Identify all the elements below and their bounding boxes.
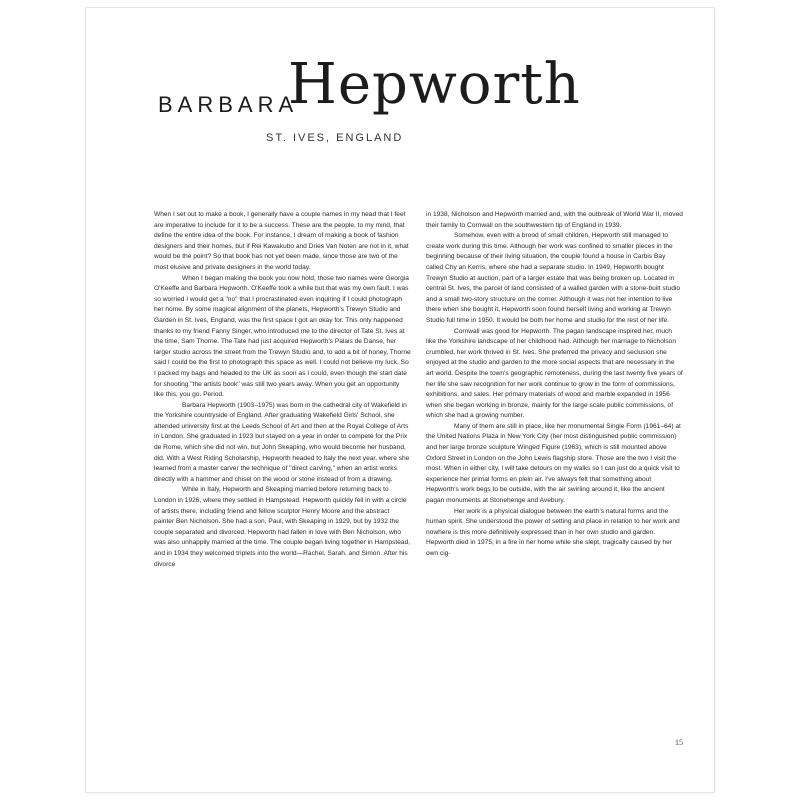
paragraph: Somehow, even with a brood of small children, Hepworth still managed to create work during this time. Although her work was confined to smaller pieces in the beginning because of their living situation, the couple found a house in Carbis Bay called Chy an Kerris, where she had a separate studio. In 1949, Hepworth bought Trewyn Studio at auction, part of a larger estate that was being broken up. Located in central St. Ives, the parcel of land consisted of a walled garden with a stone-built studio and a small two-story structure on the corner. Although it was not her intention to live there when she bought it, Hepworth soon found herself living and working at Trewyn Studio full time in 1950. It would be both her home and studio for the rest of her life. bbox=[426, 232, 681, 324]
text-column-right bbox=[426, 210, 683, 560]
artist-last-name: Hepworth bbox=[288, 52, 581, 117]
paragraph: Her work is a physical dialogue between the earth's natural forms and the human spirit. She understood the power of setting and place in relation to her work and nowhere is this more definitively expressed than in her own studio and garden. Hepworth died in 1975, in a fire in her home while she slept, tragically caused by her own cig- bbox=[426, 507, 680, 557]
paragraph: When I set out to make a book, I generally have a couple names in my head that I feel are imperative to include for it to be a success. These are the people, to my mind, that define the entire idea of the book. For instance, I dream of making a book of fashion designers and their homes, but if Rei Kawakubo and Dries Van Noten are not in it, what would be the point? So that book has not yet been made, since those are two of the most elusive and private designers in the world today. bbox=[154, 211, 409, 271]
text-column-left bbox=[154, 210, 411, 570]
artist-first-name: BARBARA bbox=[158, 92, 299, 117]
page-title bbox=[152, 52, 652, 132]
location-subtitle: ST. IVES, ENGLAND bbox=[266, 132, 404, 144]
paragraph: When I began making the book you now hold, those two names were Georgia O'Keeffe and Barbara Hepworth. O'Keeffe took a while but that was my own fault. I was so worried I would get a "no" that I procrastinated even inquiring if I could photograph her home. By some magical alignment of the planets, Hepworth's Trewyn Studio and Garden in St. Ives, England, was the first space I got an okay for. This only happened thanks to my friend Fanny Singer, who introduced me to the director of Tate St. Ives at the time, Sam Thorne. The Tate had just acquired Hepworth's Palais de Danse, her larger studio across the street from the Trewyn Studio and, to add a bit of honey, Thorne said I could be the first to photograph this space as well. I could not believe my luck. So I packed my bags and headed to the UK as soon as I could, even though the start date for shooting "the artists book" was still two years away. When you get an opportunity like this, you go. Period. bbox=[154, 274, 411, 399]
paragraph: While in Italy, Hepworth and Skeaping married before returning back to London in 1926, where they settled in Hampstead. Hepworth quickly fell in with a circle of artists there, including friend and fellow sculptor Henry Moore and the abstract painter Ben Nicholson. She had a son, Paul, with Skeaping in 1929, but by 1932 the couple separated and divorced. Hepworth had fallen in love with Ben Nicholson, who was also unhappily married at the time. The couple began living together in Hampstead, and in 1934 they welcomed triplets into the world—Rachel, Sarah, and Simon. After his divorce bbox=[154, 486, 411, 568]
paragraph: Barbara Hepworth (1903–1975) was born in the cathedral city of Wakefield in the Yorkshire countryside of England. After graduating Wakefield Girls' School, she attended university first at the Leeds School of Art and then at the Royal College of Arts in London. She graduated in 1923 but stayed on a year in order to compete for the Prix de Rome, which she did not win, but John Skeaping, who would become her husband, did. With a West Riding Scholarship, Hepworth headed to Italy the next year, where she learned from a master carver the technique of "direct carving," when an artist works directly with a hammer and chisel on the wood or stone instead of from a drawing. bbox=[154, 401, 410, 483]
paragraph: in 1938, Nicholson and Hepworth married and, with the outbreak of World War II, moved their family to Cornwall on the southwestern tip of England in 1939. bbox=[426, 211, 683, 229]
page-number: 15 bbox=[675, 738, 683, 747]
paragraph: Many of them are still in place, like her monumental Single Form (1961–64) at the United Nations Plaza in New York City (her most distinguished public commission) and her large bronze sculpture Winged Figure (1963), which is still mounted above Oxford Street in London on the John Lewis flagship store. Those are the two I visit the most. When in either city, I will take detours on my walks so I can just do a quick visit to experience her primal forms en plein air. I've always felt that something about Hepworth's work begs to be outside, with the air swirling around it, like the ancient pagan monuments at Stonehenge and Avebury. bbox=[426, 422, 681, 505]
paragraph: Cornwall was good for Hepworth. The pagan landscape inspired her, much like the Yorkshire landscape of her childhood had. Although her marriage to Nicholson crumbled, her work thrived in St. Ives. She preferred the privacy and seclusion she enjoyed at the studio and garden to the more social aspects that are necessary in the art world. Despite the town's geographic remoteness, during the last twenty five years of her life she saw recognition for her work continue to grow in the form of commissions, exhibitions, and sales. Her primary materials of wood and marble expanded in 1956 when she began working in bronze, mainly for the large scale public commissions, of which she had a growing number. bbox=[426, 327, 683, 420]
